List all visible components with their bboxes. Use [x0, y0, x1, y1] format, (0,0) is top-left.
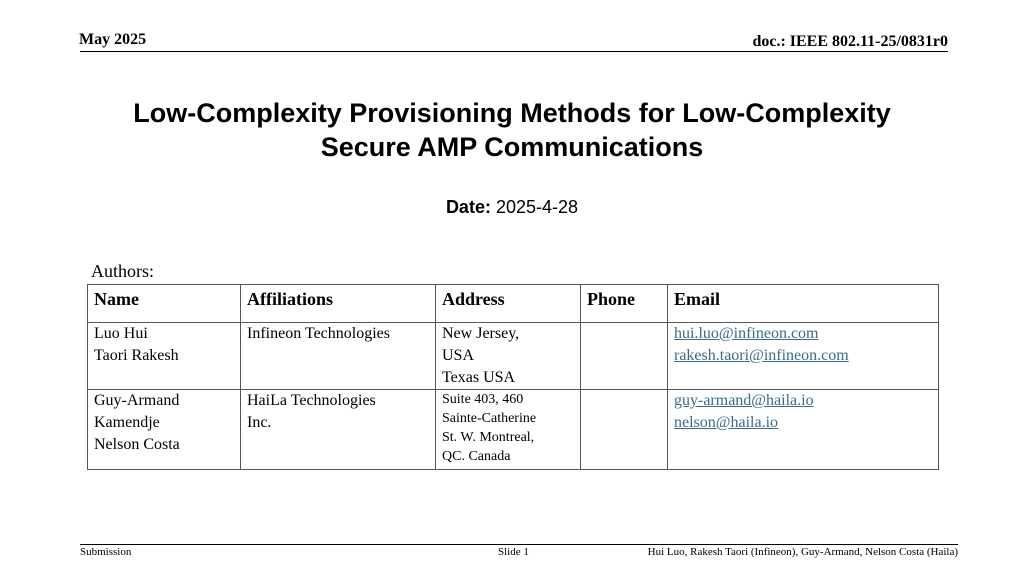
email-link[interactable]: guy-armand@haila.io [674, 392, 814, 409]
cell-phone [581, 323, 668, 390]
address-line: Suite 403, 460 [442, 392, 524, 407]
affiliation-text: Inc. [247, 414, 272, 431]
author-name: Kamendje [94, 414, 160, 431]
date-line [0, 197, 1024, 218]
address-line: USA [442, 347, 475, 364]
address-line: Sainte-Catherine [442, 411, 537, 426]
footer-authors: Hui Luo, Rakesh Taori (Infineon), Guy-Armand, Nelson Costa (Haila) [647, 546, 958, 558]
address-line: St. W. Montreal, [442, 430, 535, 445]
column-header-affiliations: Affiliations [241, 285, 436, 323]
email-link[interactable]: hui.luo@infineon.com [674, 325, 819, 342]
affiliation-text: HaiLa Technologies [247, 392, 376, 409]
table-header-row [88, 285, 939, 323]
cell-phone [581, 390, 668, 470]
cell-address [436, 390, 581, 470]
footer-submission: Submission [80, 546, 132, 558]
footer-slide-number: Slide 1 [498, 546, 529, 558]
author-name: Taori Rakesh [94, 347, 179, 364]
header-date: May 2025 [79, 31, 147, 48]
slide-title [0, 96, 1024, 164]
header-doc-id: doc.: IEEE 802.11-25/0831r0 [752, 33, 948, 50]
author-name: Nelson Costa [94, 436, 180, 453]
cell-affiliation [241, 390, 436, 470]
author-name: Luo Hui [94, 325, 148, 342]
address-line: QC. Canada [442, 449, 511, 464]
column-header-name: Name [88, 285, 241, 323]
cell-address [436, 323, 581, 390]
author-name: Guy-Armand [94, 392, 180, 409]
header-divider [80, 51, 948, 52]
affiliation-text: Infineon Technologies [247, 325, 390, 342]
date-value: 2025-4-28 [495, 197, 579, 217]
address-line: Texas USA [442, 369, 516, 386]
footer-divider [80, 544, 958, 545]
email-link[interactable]: rakesh.taori@infineon.com [674, 347, 849, 364]
cell-name [88, 390, 241, 470]
cell-name [88, 323, 241, 390]
cell-affiliation [241, 323, 436, 390]
date-label: Date: [445, 197, 491, 217]
slide-title-line-2: Secure AMP Communications [320, 132, 704, 162]
column-header-address: Address [436, 285, 581, 323]
authors-label: Authors: [91, 261, 154, 281]
address-line: New Jersey, [442, 325, 520, 342]
slide-title-line-1: Low-Complexity Provisioning Methods for Low-Complexity [133, 98, 891, 128]
table-row [88, 323, 939, 390]
cell-email [668, 323, 939, 390]
email-link[interactable]: nelson@haila.io [674, 414, 779, 431]
cell-email [668, 390, 939, 470]
column-header-email: Email [668, 285, 939, 323]
column-header-phone: Phone [581, 285, 668, 323]
table-row [88, 390, 939, 470]
authors-table [87, 284, 939, 470]
